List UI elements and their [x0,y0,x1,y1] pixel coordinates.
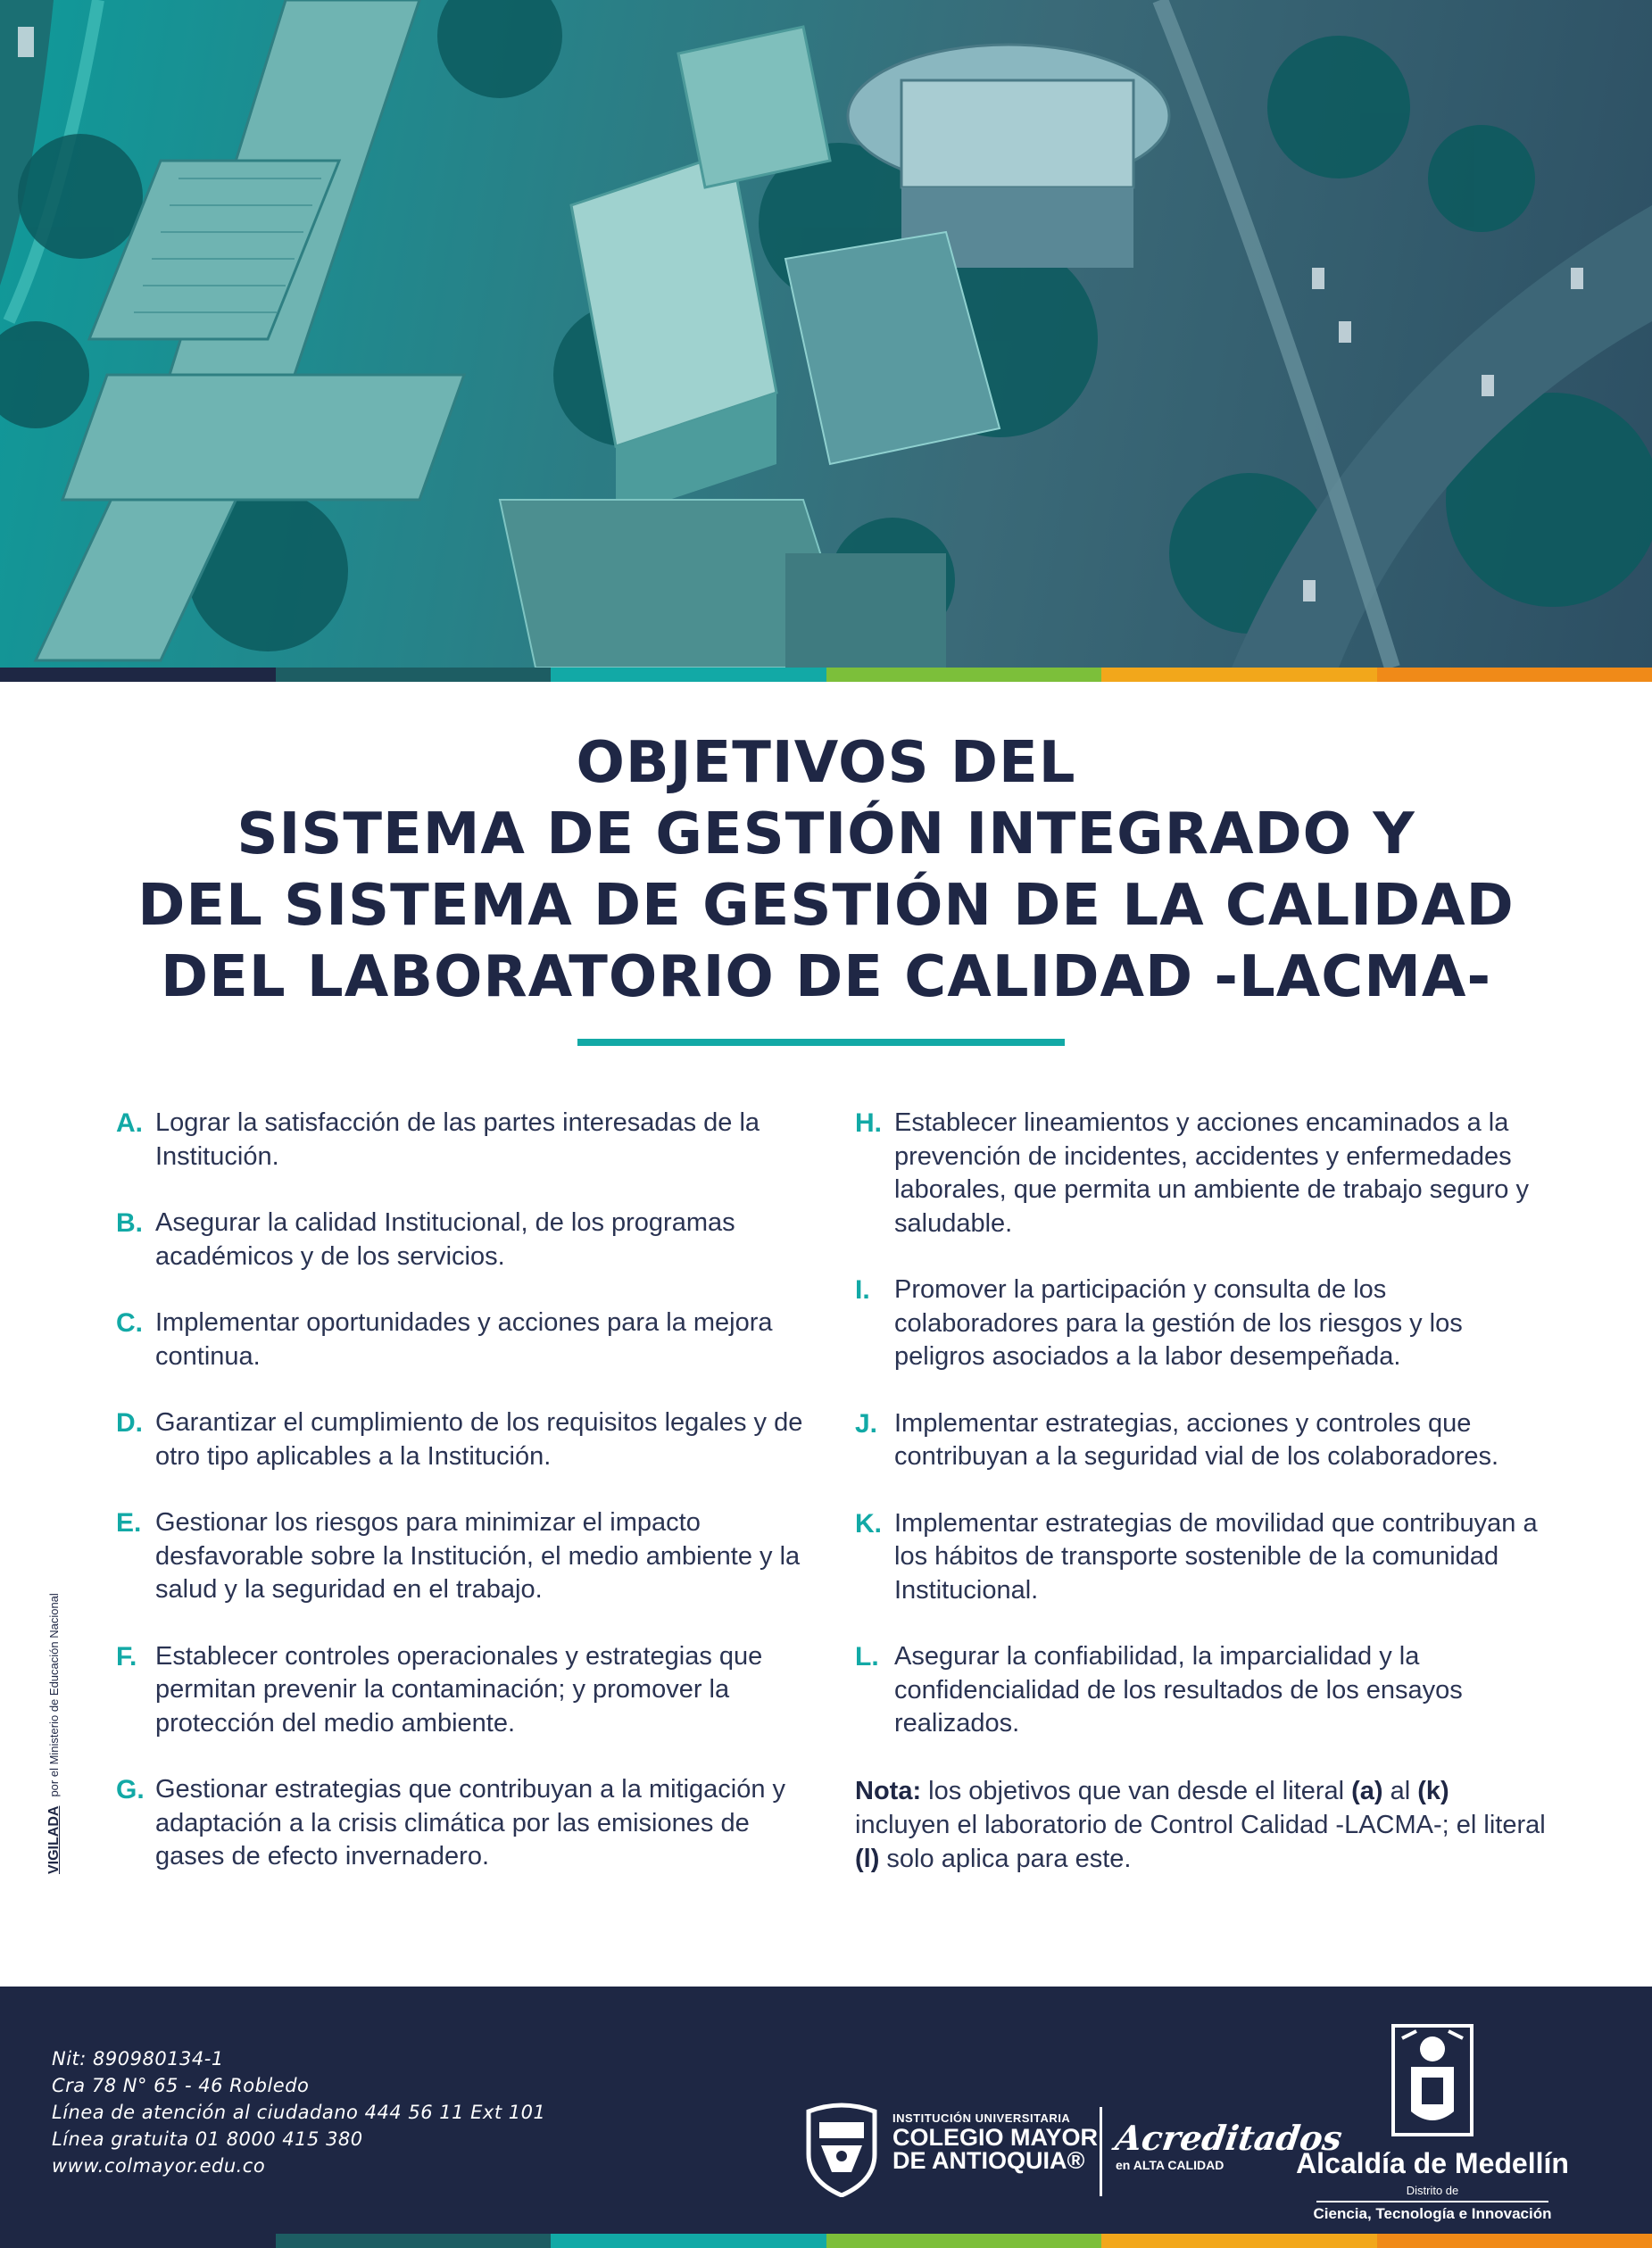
objective-text: Asegurar la calidad Institucional, de los programas académicos y de los servicios. [155,1208,735,1271]
acreditados-sub: en ALTA CALIDAD [1116,2158,1224,2172]
objective-item [116,1506,803,1607]
objective-item [116,1406,803,1473]
objective-letter: K. [855,1508,882,1539]
coat-of-arms-icon [1390,2022,1475,2138]
objective-text: Implementar estrategias, acciones y controles que contribuyan a la seguridad vial de los colaboradores. [894,1408,1499,1471]
note-literal-k: (k) [1417,1776,1449,1805]
logo-divider [1100,2107,1102,2196]
objective-letter: F. [116,1641,137,1671]
objectives-right-column [855,1107,1551,1876]
objective-text: Promover la participación y consulta de los colaboradores para la gestión de los riesgos y los peligros asociados a la labor desempeñada. [894,1275,1463,1371]
acreditados-logo [1112,2118,1345,2172]
objective-letter: E. [116,1508,142,1538]
objective-item [116,1306,803,1373]
note-literal-l: (l) [855,1844,880,1873]
stripe-navy [0,2234,276,2248]
objective-text: Establecer controles operacionales y estrategias que permitan prevenir la contaminación; y promover la protección del medio ambiente. [155,1641,763,1738]
vigilada-label: VIGILADA [46,1805,62,1874]
objective-letter: C. [116,1308,143,1338]
objective-text: Asegurar la confiabilidad, la imparcialidad y la confidencialidad de los resultados de los ensayos realizados. [894,1642,1463,1738]
objective-letter: B. [116,1208,143,1238]
objective-item [855,1407,1551,1474]
stripe-yellow [1101,668,1377,682]
objective-item [855,1507,1551,1608]
objective-text: Lograr la satisfacción de las partes interesadas de la Institución. [155,1108,760,1171]
vigilada-mark [46,1593,62,1874]
objective-text: Implementar oportunidades y acciones para la mejora continua. [155,1308,773,1371]
logo-cm-line-2: DE ANTIOQUIA® [892,2147,1085,2174]
note-part-4: solo aplica para este. [879,1844,1132,1873]
note-part-2: al [1382,1776,1418,1805]
vigilada-text: por el Ministerio de Educación Nacional [47,1593,61,1797]
colegio-mayor-logo [801,2103,1099,2201]
objective-text: Garantizar el cumplimiento de los requisitos legales y de otro tipo aplicables a la Institución. [155,1408,803,1471]
stripe-yellow [1101,2234,1377,2248]
contact-toll-free: Línea gratuita 01 8000 415 380 [52,2128,363,2150]
page-title [0,727,1652,1013]
shield-icon [801,2103,882,2197]
contact-phone: Línea de atención al ciudadano 444 56 11 Ext 101 [52,2102,546,2123]
title-underline [577,1039,1065,1046]
color-stripe-bottom [0,2234,1652,2248]
objective-text: Implementar estrategias de movilidad que contribuyan a los hábitos de transporte sostenible de la comunidad Institucional. [894,1508,1538,1605]
title-line-2: SISTEMA DE GESTIÓN INTEGRADO Y [237,801,1415,867]
stripe-dark-teal [276,2234,552,2248]
alcaldia-logo [1294,2022,1571,2223]
note-part-3: incluyen el laboratorio de Control Calidad -LACMA-; el literal [855,1810,1546,1839]
contact-nit: Nit: 890980134-1 [52,2048,224,2070]
objective-item [116,1640,803,1741]
stripe-orange [1377,668,1652,682]
alcaldia-name: Alcaldía de Medellín [1296,2147,1569,2179]
logo-cm-small-text: INSTITUCIÓN UNIVERSITARIA [892,2111,1071,2125]
objective-item [855,1273,1551,1374]
objectives-left-column [116,1107,803,1907]
objective-text: Establecer lineamientos y acciones encaminados a la prevención de incidentes, accidentes y enfermedades laborales, que permita un ambiente de trabajo seguro y saludable. [894,1108,1529,1238]
objective-letter: I. [855,1275,870,1305]
stripe-orange [1377,2234,1652,2248]
objective-letter: L. [855,1642,879,1671]
note-label: Nota: [855,1776,922,1805]
title-line-3: DEL SISTEMA DE GESTIÓN DE LA CALIDAD [137,873,1515,939]
acreditados-script: Acreditados [1112,2118,1345,2158]
stripe-teal [551,2234,826,2248]
note-literal-a: (a) [1351,1776,1383,1805]
title-line-4: DEL LABORATORIO DE CALIDAD -LACMA- [161,944,1491,1010]
objective-letter: H. [855,1108,882,1138]
aerial-campus-illustration [0,0,1652,668]
contact-website-link[interactable]: www.colmayor.edu.co [52,2155,266,2177]
logo-cm-line-1: COLEGIO MAYOR [892,2124,1099,2151]
alcaldia-cti: Ciencia, Tecnología e Innovación [1313,2205,1552,2222]
objective-item [855,1107,1551,1240]
contact-address: Cra 78 N° 65 - 46 Robledo [52,2075,310,2096]
alcaldia-district: Distrito de [1406,2184,1459,2197]
objective-item [855,1640,1551,1741]
stripe-navy [0,668,276,682]
stripe-green [826,668,1102,682]
note-part-1: los objetivos que van desde el literal [921,1776,1352,1805]
objective-item [116,1207,803,1273]
stripe-dark-teal [276,668,552,682]
contact-info [52,2045,545,2179]
objective-text: Gestionar los riesgos para minimizar el impacto desfavorable sobre la Institución, el medio ambiente y la salud y la seguridad en el trabajo. [155,1508,801,1604]
objective-letter: G. [116,1775,145,1804]
title-line-1: OBJETIVOS DEL [576,730,1076,796]
objective-letter: A. [116,1108,143,1138]
stripe-teal [551,668,826,682]
objective-letter: J. [855,1408,878,1439]
hero-aerial-photo [0,0,1652,668]
note-paragraph [855,1774,1551,1876]
footer [0,1987,1652,2234]
color-stripe-top [0,668,1652,682]
objective-letter: D. [116,1408,143,1438]
objective-item [116,1773,803,1874]
stripe-green [826,2234,1102,2248]
objective-text: Gestionar estrategias que contribuyan a la mitigación y adaptación a la crisis climática por las emisiones de gases de efecto invernadero. [155,1775,786,1871]
alcaldia-rule [1316,2201,1548,2202]
objective-item [116,1107,803,1174]
